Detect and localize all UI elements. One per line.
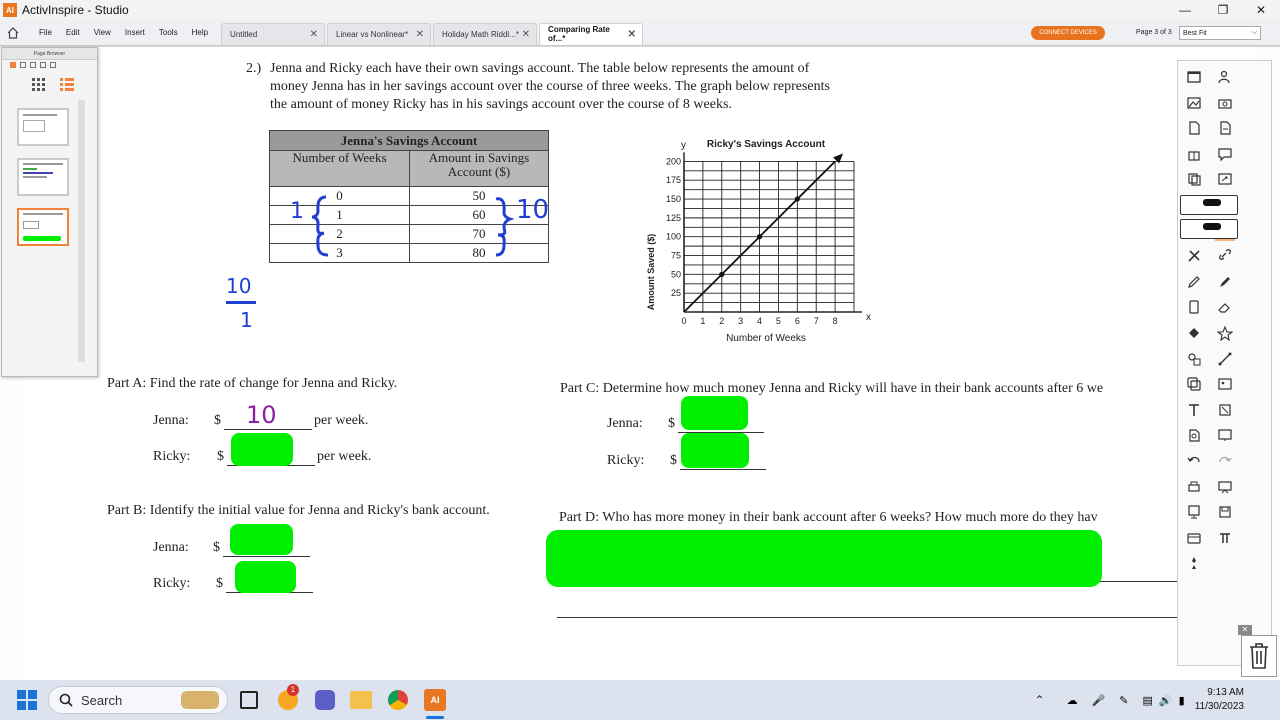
- dual-user-icon: [1186, 530, 1202, 546]
- part-a-ricky-label: Ricky:: [153, 449, 191, 464]
- undo-tool-button[interactable]: [1184, 451, 1204, 471]
- text-tool-button[interactable]: [1184, 400, 1204, 420]
- part-a-jenna-unit: per week.: [314, 413, 369, 428]
- x-tick-label: 2: [719, 316, 725, 326]
- minimize-button[interactable]: —: [1179, 3, 1191, 17]
- redo-tool-button[interactable]: [1215, 451, 1235, 471]
- answer-line: [557, 617, 1207, 618]
- cell-weeks: 1: [270, 206, 410, 225]
- star-tool-button[interactable]: [1215, 323, 1235, 343]
- insert-image-icon: [1217, 376, 1233, 392]
- slideshow-tool-button[interactable]: [1215, 425, 1235, 445]
- task-view-icon[interactable]: [240, 691, 258, 709]
- window-tool-button[interactable]: [1184, 67, 1204, 87]
- file-explorer-icon[interactable]: [350, 691, 372, 709]
- user-tool-button[interactable]: [1215, 67, 1235, 87]
- dual-user-tool-button[interactable]: [1184, 528, 1204, 548]
- thumb-green: [23, 236, 61, 241]
- handwritten-jenna-rate: 10: [246, 401, 277, 429]
- handwritten-ten-right: 10: [516, 195, 550, 225]
- fill-tool-button[interactable]: [1184, 323, 1204, 343]
- search-placeholder: Search: [81, 692, 123, 708]
- answer-cover-ricky-rate[interactable]: [231, 433, 293, 466]
- document-left-icon: [1186, 120, 1202, 136]
- clock[interactable]: [1195, 686, 1244, 714]
- activinspire-taskbar-icon[interactable]: AI: [424, 689, 446, 711]
- save-flipchart-icon: [1217, 504, 1233, 520]
- ricky-savings-chart: [604, 127, 874, 347]
- close-tab-icon[interactable]: ✕: [521, 28, 531, 40]
- thumb-line: [23, 176, 47, 178]
- data-point: [757, 234, 762, 239]
- copy-tool-button[interactable]: [1184, 169, 1204, 189]
- link-tool-button[interactable]: [1215, 246, 1235, 266]
- tab-label: Linear vs Nonlinear*: [336, 29, 409, 39]
- window-controls: [1166, 0, 1280, 20]
- duplicate-icon: [1186, 376, 1202, 392]
- part-a-prompt: Part A: Find the rate of change for Jenna and Ricky.: [107, 376, 398, 391]
- part-d-prompt: Part D: Who has more money in their bank account after 6 weeks? How much more do they hav: [559, 510, 1098, 525]
- answer-cover-ricky-6weeks[interactable]: [681, 433, 749, 468]
- presenter-icon: [1217, 479, 1233, 495]
- link-icon: [1217, 248, 1233, 264]
- eraser-tool-button[interactable]: [1215, 297, 1235, 317]
- document-right-tool-button[interactable]: [1215, 118, 1235, 138]
- problem-line-3: the amount of money Ricky has in his savings account over the course of 8 weeks.: [270, 97, 732, 112]
- menu-help[interactable]: Help: [191, 28, 209, 37]
- left-brace-annotation: [308, 195, 330, 257]
- browser-tool-icon[interactable]: [50, 62, 56, 68]
- thumb-line: [23, 213, 63, 215]
- app-logo-icon: AI: [3, 3, 17, 17]
- document-right-icon: [1217, 120, 1233, 136]
- home-button[interactable]: [2, 22, 24, 44]
- restore-button[interactable]: ❐: [1217, 3, 1229, 17]
- x-tick-label: 3: [738, 316, 744, 326]
- pen-width-selector[interactable]: [1180, 195, 1238, 215]
- reset-icon: [1186, 427, 1202, 443]
- part-b-prompt: Part B: Identify the initial value for Jenna and Ricky's bank account.: [107, 503, 490, 518]
- pen-tool-button[interactable]: [1184, 272, 1204, 292]
- windows-start-icon[interactable]: [17, 690, 37, 710]
- x-tick-label: 4: [757, 316, 763, 326]
- thumb-box: [23, 120, 45, 132]
- image-gallery-tool-button[interactable]: [1184, 93, 1204, 113]
- menu-view[interactable]: View: [93, 28, 111, 37]
- part-c-jenna-label: Jenna:: [607, 416, 643, 431]
- cloud-icon[interactable]: ☁: [1066, 694, 1078, 707]
- chat-tool-button[interactable]: [1215, 144, 1235, 164]
- trash-button[interactable]: [1241, 635, 1277, 677]
- presenter-tool-button[interactable]: [1215, 477, 1235, 497]
- x-tick-label: 7: [813, 316, 819, 326]
- close-tab-icon[interactable]: ✕: [309, 28, 319, 40]
- answer-line: [223, 556, 310, 557]
- y-tick-label: 175: [665, 175, 681, 186]
- chrome-icon[interactable]: [388, 690, 408, 710]
- menu-edit[interactable]: Edit: [65, 28, 80, 37]
- pen-icon[interactable]: ✎: [1119, 694, 1129, 707]
- user-icon: [1217, 69, 1233, 85]
- right-brace-annotation: [494, 195, 514, 257]
- chart-series: [684, 153, 843, 312]
- close-tab-icon[interactable]: ✕: [627, 28, 637, 40]
- cell-weeks: 2: [270, 225, 410, 244]
- print-icon: [1186, 479, 1202, 495]
- duplicate-tool-button[interactable]: [1184, 374, 1204, 394]
- connect-devices-button[interactable]: CONNECT DEVICES: [1031, 26, 1105, 40]
- clock-date: 11/30/2023: [1194, 701, 1244, 712]
- handwritten-fraction-numerator: 10: [226, 274, 252, 298]
- view-toggles: [2, 70, 97, 92]
- flipchart-tabs: [221, 21, 645, 45]
- shapes-tool-button[interactable]: [1184, 349, 1204, 369]
- pen-width-selector[interactable]: [1180, 219, 1238, 239]
- zoom-value: Best Fit: [1183, 29, 1207, 37]
- browser-toolbar: [2, 60, 97, 70]
- y-tick-label: 200: [665, 156, 681, 167]
- microphone-icon[interactable]: 🎤: [1091, 694, 1106, 707]
- part-a-ricky-unit: per week.: [317, 449, 372, 464]
- document-left-tool-button[interactable]: [1184, 118, 1204, 138]
- cell-amount: 70: [410, 225, 549, 244]
- zoom-select[interactable]: [1179, 26, 1261, 40]
- more-tools-icon: [1186, 555, 1202, 571]
- y-tick-label: 75: [670, 250, 681, 261]
- tab-untitled[interactable]: [221, 23, 325, 45]
- thumb-line: [23, 172, 53, 174]
- active-app-indicator: [426, 716, 444, 719]
- thumb-box: [23, 221, 39, 229]
- part-c-ricky-label: Ricky:: [607, 453, 645, 468]
- tab-label: Untitled: [230, 29, 258, 39]
- chevron-down-icon: ⌵: [1251, 29, 1257, 36]
- gift-tool-button[interactable]: [1184, 144, 1204, 164]
- tools-icon: [1186, 248, 1202, 264]
- windows-taskbar: [0, 680, 1280, 720]
- chart-ylabel: Amount Saved ($): [646, 233, 656, 311]
- menu-insert[interactable]: Insert: [124, 28, 145, 37]
- x-tick-label: 6: [794, 316, 800, 326]
- clear-icon: [1217, 402, 1233, 418]
- answer-cover-jenna-initial[interactable]: [230, 524, 293, 555]
- cell-weeks: 0: [270, 187, 410, 206]
- pen-icon: [1186, 274, 1202, 290]
- more-tools-tool-button[interactable]: [1184, 553, 1204, 573]
- x-tick-label: 0: [681, 316, 687, 326]
- save-flipchart-tool-button[interactable]: [1215, 502, 1235, 522]
- text-icon: [1186, 402, 1202, 418]
- volume-icon[interactable]: 🔊: [1158, 694, 1173, 707]
- grid-view-icon[interactable]: [32, 78, 46, 92]
- page-icon: [1186, 299, 1202, 315]
- menu-tools[interactable]: Tools: [158, 28, 178, 37]
- shapes-icon: [1186, 351, 1202, 367]
- connector-icon: [1217, 351, 1233, 367]
- answer-cover-jenna-6weeks[interactable]: [681, 396, 748, 430]
- page-browser-title: Page Browser: [2, 48, 97, 60]
- y-tick-label: 150: [665, 194, 681, 205]
- part-b-ricky-dollar: $: [216, 576, 223, 591]
- part-a-jenna-dollar: $: [214, 413, 221, 428]
- highlighter-icon: [1217, 274, 1233, 290]
- gift-icon: [1186, 146, 1202, 162]
- answer-line: [224, 429, 312, 430]
- clear-tool-button[interactable]: [1215, 400, 1235, 420]
- camera-tool-button[interactable]: [1215, 93, 1235, 113]
- reset-tool-button[interactable]: [1184, 425, 1204, 445]
- data-point: [795, 196, 800, 201]
- close-tab-icon[interactable]: ✕: [415, 28, 425, 40]
- part-c-ricky-dollar: $: [670, 453, 677, 468]
- star-icon: [1217, 325, 1233, 341]
- window-title: ActivInspire - Studio: [22, 3, 129, 17]
- table-caption: Jenna's Savings Account: [270, 131, 549, 151]
- chart-title: Ricky's Savings Account: [706, 139, 826, 150]
- image-gallery-icon: [1186, 95, 1202, 111]
- handwritten-fraction-denominator: 1: [240, 308, 253, 332]
- tab-label: Comparing Rate of...*: [548, 25, 610, 43]
- highlighter-tool-button[interactable]: [1215, 272, 1235, 292]
- answer-cover-part-d[interactable]: [546, 530, 1102, 587]
- browser-tool-icon[interactable]: [20, 62, 26, 68]
- part-a-ricky-dollar: $: [217, 449, 224, 464]
- system-tray: [1035, 680, 1280, 720]
- flipchart-page[interactable]: [24, 47, 1256, 680]
- y-tick-label: 50: [670, 269, 681, 280]
- problem-number: 2.): [246, 61, 262, 76]
- trash-icon: [1248, 642, 1270, 670]
- share-tool-button[interactable]: [1215, 169, 1235, 189]
- search-icon: [59, 693, 73, 707]
- cell-amount: 50: [410, 187, 549, 206]
- answer-cover-ricky-initial[interactable]: [235, 561, 296, 593]
- cell-amount: 60: [410, 206, 549, 225]
- part-c-prompt: Part C: Determine how much money Jenna and Ricky will have in their bank accounts after 6 we: [560, 381, 1104, 396]
- page-tool-button[interactable]: [1184, 297, 1204, 317]
- teams-icon[interactable]: [315, 690, 335, 710]
- x-tick-label: 1: [700, 316, 706, 326]
- eraser-icon: [1217, 299, 1233, 315]
- notification-badge: 1: [287, 684, 299, 696]
- copy-icon: [1186, 171, 1202, 187]
- menu-file[interactable]: File: [39, 28, 52, 37]
- tab-label: Holiday Math Riddl...*: [442, 29, 519, 39]
- cell-amount: 80: [410, 244, 549, 263]
- connector-tool-button[interactable]: [1215, 349, 1235, 369]
- problem-line-1: Jenna and Ricky each have their own savings account. The table below represents the amount of: [270, 61, 810, 76]
- data-point: [719, 272, 724, 277]
- problem-line-2: money Jenna has in her savings account over the course of three weeks. The graph below represents: [270, 79, 830, 94]
- pen-width-swatch: [1203, 223, 1221, 230]
- page-browser: [1, 47, 98, 377]
- part-b-ricky-label: Ricky:: [153, 576, 191, 591]
- print-tool-button[interactable]: [1184, 477, 1204, 497]
- page-thumbnail-3[interactable]: [17, 208, 69, 246]
- close-window-button[interactable]: ✕: [1255, 3, 1267, 17]
- title-bar: [0, 0, 1280, 20]
- tools-tool-button[interactable]: [1184, 246, 1204, 266]
- tab-holiday-math[interactable]: [433, 23, 537, 45]
- list-view-icon[interactable]: [60, 78, 74, 92]
- camera-icon: [1217, 95, 1233, 111]
- browser-tool-icon[interactable]: [10, 62, 16, 68]
- chevron-up-icon[interactable]: ⌃: [1034, 693, 1045, 707]
- redo-icon: [1217, 453, 1233, 469]
- pi-tool-button[interactable]: [1215, 528, 1235, 548]
- table-header-amount: Amount in Savings Account ($): [410, 151, 549, 187]
- thumb-line: [23, 114, 57, 116]
- search-highlight-icon: [181, 691, 219, 709]
- thumb-line: [23, 163, 63, 165]
- x-tick-label: 8: [832, 316, 838, 326]
- y-tick-label: 100: [665, 231, 681, 242]
- part-b-jenna-label: Jenna:: [153, 540, 189, 555]
- part-c-jenna-dollar: $: [668, 416, 675, 431]
- chart-x-axis-letter: x: [866, 312, 871, 323]
- thumb-line: [23, 168, 37, 170]
- network-icon[interactable]: ▤: [1142, 694, 1153, 707]
- browser-tool-icon[interactable]: [40, 62, 46, 68]
- page-thumbnail-2[interactable]: [17, 158, 69, 196]
- undo-icon: [1186, 453, 1202, 469]
- main-toolbox: [1177, 60, 1272, 666]
- part-b-jenna-dollar: $: [213, 540, 220, 555]
- pi-icon: [1217, 530, 1233, 546]
- browser-scrollbar[interactable]: [78, 100, 85, 362]
- table-header-weeks: Number of Weeks: [270, 151, 410, 187]
- x-tick-label: 5: [775, 316, 781, 326]
- y-tick-label: 125: [665, 212, 681, 223]
- browser-tool-icon[interactable]: [30, 62, 36, 68]
- tab-comparing-rate[interactable]: [539, 23, 643, 45]
- page-indicator: Page 3 of 3: [1136, 29, 1172, 36]
- part-a-jenna-label: Jenna:: [153, 413, 189, 428]
- fill-icon: [1186, 325, 1202, 341]
- fraction-bar: [226, 301, 256, 304]
- pen-width-swatch: [1203, 199, 1221, 206]
- handwritten-one: 1: [290, 199, 304, 224]
- taskbar-search[interactable]: [48, 686, 228, 714]
- share-icon: [1217, 171, 1233, 187]
- chart-grid: [684, 152, 862, 312]
- page-thumbnail-1[interactable]: [17, 108, 69, 146]
- tab-linear-vs-nonlinear[interactable]: [327, 23, 431, 45]
- window-icon: [1186, 69, 1202, 85]
- answer-line: [680, 469, 766, 470]
- flipchart-icon: [1186, 504, 1202, 520]
- clock-time: 9:13 AM: [1207, 687, 1244, 698]
- cell-weeks: 3: [270, 244, 410, 263]
- y-tick-label: 25: [670, 288, 681, 299]
- chat-icon: [1217, 146, 1233, 162]
- chart-y-axis-letter: y: [681, 140, 686, 151]
- flipchart-tool-button[interactable]: [1184, 502, 1204, 522]
- battery-icon[interactable]: ▮: [1178, 694, 1185, 707]
- workspace: [0, 47, 1280, 680]
- chart-xlabel: Number of Weeks: [726, 333, 806, 344]
- menu-bar: [0, 20, 1280, 46]
- chart-ticks: [666, 156, 838, 326]
- insert-image-tool-button[interactable]: [1215, 374, 1235, 394]
- slideshow-icon: [1217, 427, 1233, 443]
- home-icon: [6, 26, 20, 40]
- close-panel-icon[interactable]: ✕: [1238, 625, 1252, 635]
